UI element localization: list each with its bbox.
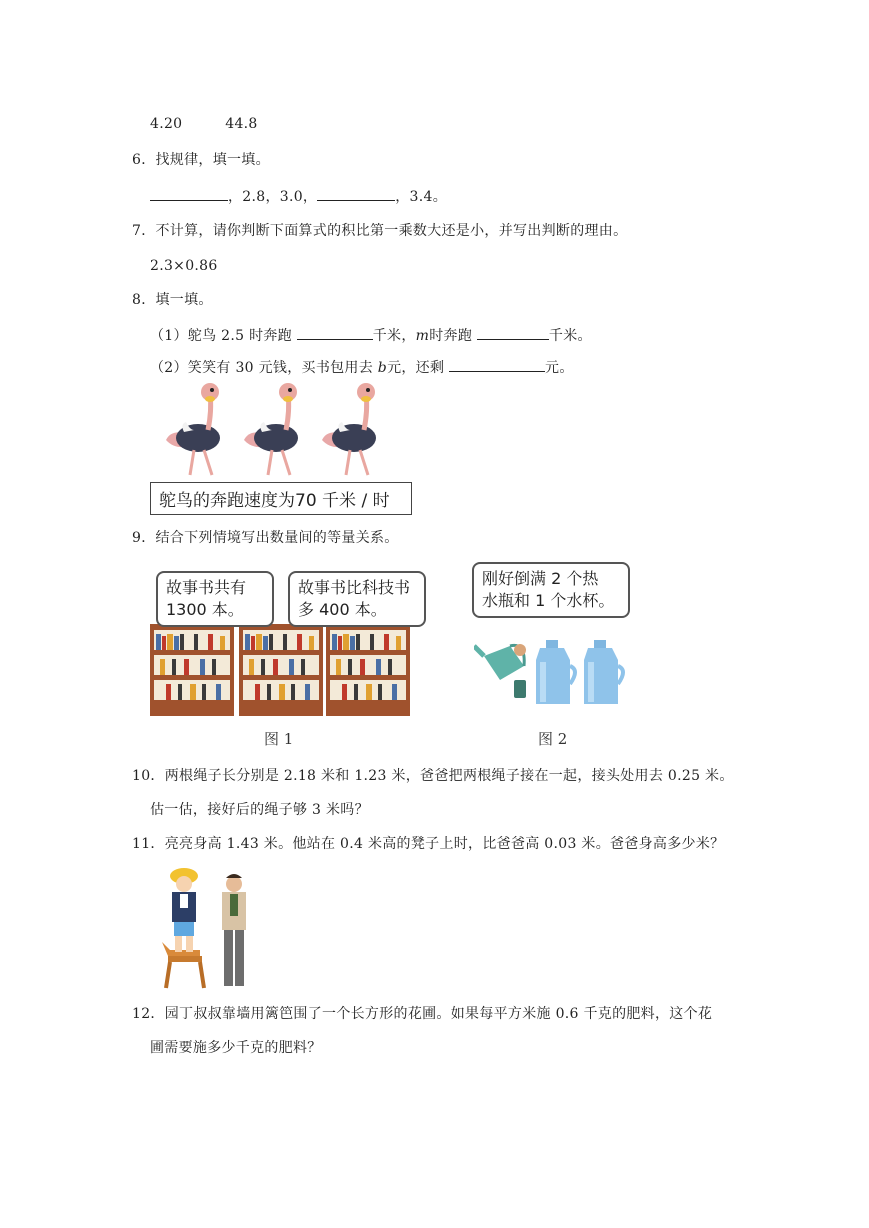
q12-line-1: 12．园丁叔叔靠墙用篱笆围了一个长方形的花圃。如果每平方米施 0.6 千克的肥料，这个花 bbox=[132, 1006, 713, 1022]
q9-title: 9．结合下列情境写出数量间的等量关系。 bbox=[132, 530, 399, 546]
answer-blank[interactable] bbox=[449, 357, 545, 372]
q12-line-2: 圃需要施多少千克的肥料？ bbox=[150, 1040, 322, 1056]
ostrich-icon bbox=[322, 383, 376, 475]
q8-p1-text-2: 时奔跑 bbox=[429, 328, 473, 344]
boy-icon bbox=[170, 868, 198, 952]
bubble-1-line-2: 1300 本。 bbox=[166, 600, 244, 619]
answer-blank[interactable] bbox=[317, 186, 395, 201]
q10-line-2: 估一估，接好后的绳子够 3 米吗？ bbox=[150, 802, 369, 818]
father-icon bbox=[222, 874, 246, 986]
q6-sequence bbox=[150, 186, 447, 207]
answer-blank[interactable] bbox=[297, 325, 373, 340]
thermos-icon bbox=[584, 640, 623, 704]
figure-1-caption: 图 1 bbox=[264, 730, 294, 748]
q6-seq-text-1: ，2.8，3.0， bbox=[228, 189, 318, 205]
q8-title: 8．填一填。 bbox=[132, 292, 213, 308]
bookshelf-icon bbox=[239, 624, 323, 716]
q10-line-1: 10．两根绳子长分别是 2.18 米和 1.23 米，爸爸把两根绳子接在一起，接头处用去 0.25 米。 bbox=[132, 768, 734, 784]
q6-title: 6．找规律，填一填。 bbox=[132, 152, 270, 168]
figure-2-caption: 图 2 bbox=[538, 730, 568, 748]
bubble-3-line-1: 刚好倒满 2 个热 bbox=[482, 569, 599, 588]
q7-title: 7．不计算，请你判断下面算式的积比第一乘数大还是小，并写出判断的理由。 bbox=[132, 223, 628, 239]
speech-bubble-1 bbox=[156, 571, 274, 627]
q8-p1-text: （1）鸵鸟 2.5 时奔跑 bbox=[150, 328, 292, 344]
q5-answers: 4.20 44.8 bbox=[150, 116, 258, 132]
answer-blank[interactable] bbox=[477, 325, 549, 340]
q8-part2 bbox=[150, 357, 574, 378]
speech-bubble-3 bbox=[472, 562, 630, 618]
q11-line-1: 11．亮亮身高 1.43 米。他站在 0.4 米高的凳子上时，比爸爸高 0.03 米。爸爸身高多少米？ bbox=[132, 836, 725, 852]
answer-blank[interactable] bbox=[150, 186, 228, 201]
bookshelf-illustration bbox=[150, 622, 412, 718]
q8-p1-unit-2: 千米。 bbox=[548, 328, 592, 344]
q8-variable-m: m bbox=[415, 328, 430, 344]
q8-p1-unit: 千米， bbox=[372, 328, 416, 344]
q6-seq-text-2: ，3.4。 bbox=[395, 189, 447, 205]
boy-and-father-illustration bbox=[158, 864, 258, 992]
thermos-illustration bbox=[474, 626, 644, 706]
ostrich-speed-sign: 鸵鸟的奔跑速度为70 千米 / 时 bbox=[150, 482, 412, 515]
q8-variable-b: b bbox=[377, 360, 388, 376]
bubble-3-line-2: 水瓶和 1 个水杯。 bbox=[482, 591, 615, 610]
ostrich-illustration bbox=[150, 380, 410, 480]
ostrich-icon bbox=[244, 383, 298, 475]
bubble-2-line-2: 多 400 本。 bbox=[298, 600, 387, 619]
speech-bubble-2 bbox=[288, 571, 426, 627]
ostrich-icon bbox=[166, 383, 220, 475]
thermos-icon bbox=[536, 640, 575, 704]
q8-part1 bbox=[150, 325, 592, 346]
cup-icon bbox=[514, 644, 526, 698]
q8-p2-unit: 元。 bbox=[545, 360, 574, 376]
bubble-2-line-1: 故事书比科技书 bbox=[298, 578, 411, 597]
bookshelf-icon bbox=[326, 624, 410, 716]
bookshelf-icon bbox=[150, 624, 234, 716]
chair-icon bbox=[162, 942, 204, 988]
q7-expression: 2.3×0.86 bbox=[150, 258, 218, 274]
q8-p2-text: （2）笑笑有 30 元钱，买书包用去 bbox=[150, 360, 374, 376]
q8-p2-text-2: 元，还剩 bbox=[387, 360, 445, 376]
bubble-1-line-1: 故事书共有 bbox=[166, 578, 247, 597]
